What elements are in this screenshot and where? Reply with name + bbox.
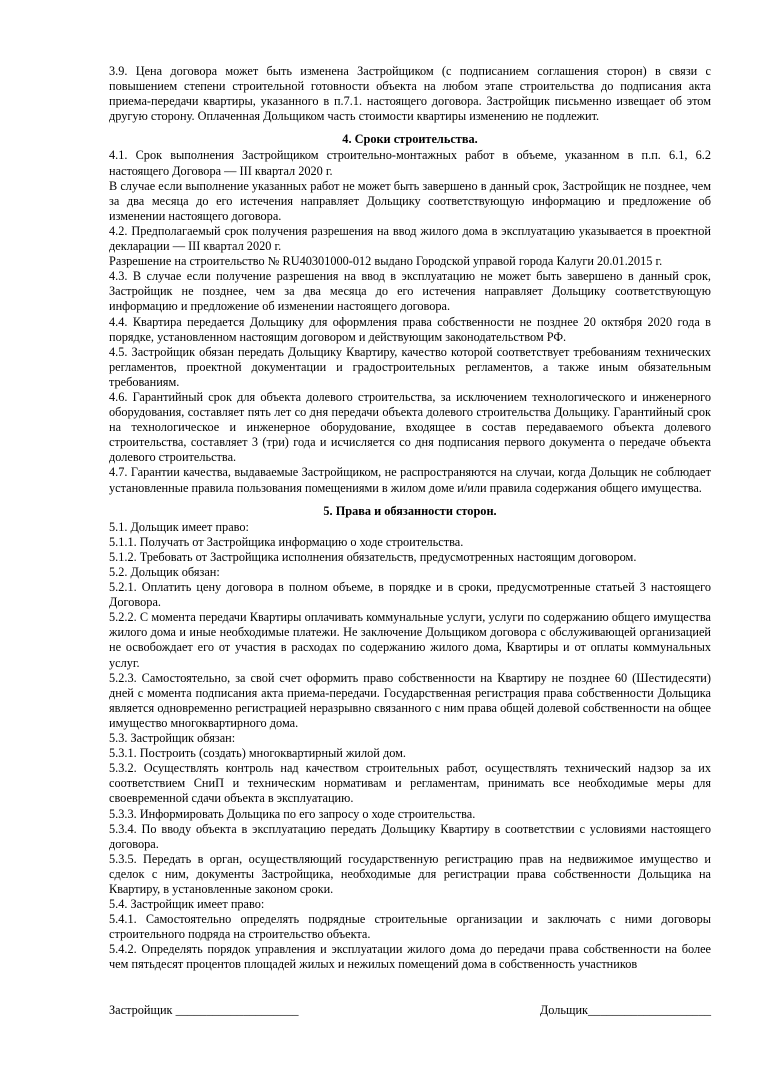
clause-5-2: 5.2. Дольщик обязан: <box>109 565 220 579</box>
section-spacer <box>109 496 711 504</box>
shareholder-signature-line: Дольщик____________________ <box>539 1003 711 1017</box>
section-spacer <box>109 124 711 132</box>
clause-5-3: 5.3. Застройщик обязан: <box>109 731 236 746</box>
clause-5-2-2: 5.2.2. С момента передачи Квартиры оплачивать коммунальные услуги, услуги по содержанию общего имущества жилого дома и иные необходимые платежи. Не заключение Дольщиком договора с обслуживающей организацией не освобождает его от участия в расходах по содержанию жилого дома, Квартиры и от оплаты коммунальных услуг. <box>109 610 711 670</box>
section-5-heading: 5. Права и обязанности сторон. <box>323 503 497 518</box>
clause-4-1-note: В случае если выполнение указанных работ не может быть завершено в данный срок, Застройщик не позднее, чем за два месяца до его истечения направляет Дольщику соответствующую информацию и предложение об изменении настоящего договора. <box>109 178 711 223</box>
clause-3-9: 3.9. Цена договора может быть изменена Застройщиком (с подписанием соглашения сторон) в связи с повышением степени строительной готовности объекта на любом этапе строительства до подписания акта приема-передачи квартиры, указанного в п.7.1. настоящего договора. Застройщик письменно извещает об этом другую сторону. Оплаченная Дольщиком часть стоимости квартиры изменению не подлежит. <box>109 64 711 124</box>
clause-5-4-2: 5.4.2. Определять порядок управления и эксплуатации жилого дома до передачи права собственности на более чем пятьдесят процентов площадей жилых и нежилых помещений дома в собственность участников <box>109 942 711 972</box>
signature-footer <box>109 1003 711 1018</box>
clause-5-3-5: 5.3.5. Передать в орган, осуществляющий государственную регистрацию прав на недвижимое имущество и сделок с ним, документы Застройщика, необходимые для регистрации права собственности Дольщика на Квартиру, в установленные законом сроки. <box>109 851 711 896</box>
clause-5-3-2: 5.3.2. Осуществлять контроль над качеством строительных работ, осуществлять технический надзор за их соответствием СниП и техническим нормативам и регламентам, принимать все необходимые меры для своевременной сдачи объекта в эксплуатацию. <box>109 761 711 806</box>
clause-4-7: 4.7. Гарантии качества, выдаваемые Застройщиком, не распространяются на случаи, когда Дольщик не соблюдает установленные правила пользования помещениями в жилом доме и/или правила содержания общего имущества. <box>109 465 711 495</box>
clause-4-3: 4.3. В случае если получение разрешения на ввод в эксплуатацию не может быть завершено в данный срок, Застройщик не позднее, чем за два месяца до его истечения направляет Дольщику соответствующую информацию и предложение об изменении настоящего договора. <box>109 269 711 314</box>
building-permit: Разрешение на строительство № RU40301000-012 выдано Городской управой города Калуги 20.01.2015 г. <box>109 254 663 269</box>
clause-5-2-1: 5.2.1. Оплатить цену договора в полном объеме, в порядке и в сроки, предусмотренные статьей 3 настоящего Договора. <box>109 580 711 610</box>
clause-4-4: 4.4. Квартира передается Дольщику для оформления права собственности не позднее 20 октября 2020 года в порядке, установленном настоящим договором и действующим законодательством РФ. <box>109 314 711 344</box>
clause-4-2: 4.2. Предполагаемый срок получения разрешения на ввод жилого дома в эксплуатацию указывается в проектной декларации — III квартал 2020 г. <box>109 223 711 254</box>
clause-5-1: 5.1. Дольщик имеет право: <box>109 519 249 534</box>
clause-5-3-1: 5.3.1. Построить (создать) многоквартирный жилой дом. <box>109 746 406 761</box>
clause-5-4-1: 5.4.1. Самостоятельно определять подрядные строительные организации и заключать с ними договоры строительного подряда на строительство объекта. <box>109 912 711 942</box>
clause-5-1-2: 5.1.2. Требовать от Застройщика исполнения обязательств, предусмотренных настоящим договором. <box>109 549 637 564</box>
clause-4-6: 4.6. Гарантийный срок для объекта долевого строительства, за исключением технологического и инженерного оборудования, составляет пять лет со дня передачи объекта долевого строительства Дольщику. Гарантийный срок на технологическое и инженерное оборудование, входящее в состав передаваемого объекта долевого строительства, составляет 3 (три) года и исчисляется со дня подписания первого документа о передаче объекта долевого строительства. <box>109 389 711 465</box>
clause-5-3-3: 5.3.3. Информировать Дольщика по его запросу о ходе строительства. <box>109 806 476 821</box>
developer-signature-line: Застройщик ____________________ <box>109 1003 299 1017</box>
clause-4-5: 4.5. Застройщик обязан передать Дольщику Квартиру, качество которой соответствует требованиям технических регламентов, проектной документации и градостроительных регламентов, а также иным обязательным требованиям. <box>109 344 711 389</box>
document-body <box>109 64 711 973</box>
clause-5-4: 5.4. Застройщик имеет право: <box>109 897 265 912</box>
clause-5-1-1: 5.1.1. Получать от Застройщика информацию о ходе строительства. <box>109 534 464 549</box>
clause-5-2-3: 5.2.3. Самостоятельно, за свой счет оформить право собственности на Квартиру не позднее 60 (Шестидесяти) дней с момента подписания акта приема-передачи. Государственная регистрация права собственности Дольщика является одновременно регистрацией неразрывно связанного с ним права общей долевой собственности на общее имущество многоквартирного дома. <box>109 670 711 730</box>
clause-5-3-4: 5.3.4. По вводу объекта в эксплуатацию передать Дольщику Квартиру в соответствии с условиями настоящего договора. <box>109 821 711 851</box>
clause-4-1: 4.1. Срок выполнения Застройщиком строительно-монтажных работ в объеме, указанном в п.п. 6.1, 6.2 настоящего Договора — III квартал 2020 г. <box>109 148 711 178</box>
section-4-heading: 4. Сроки строительства. <box>342 132 478 147</box>
